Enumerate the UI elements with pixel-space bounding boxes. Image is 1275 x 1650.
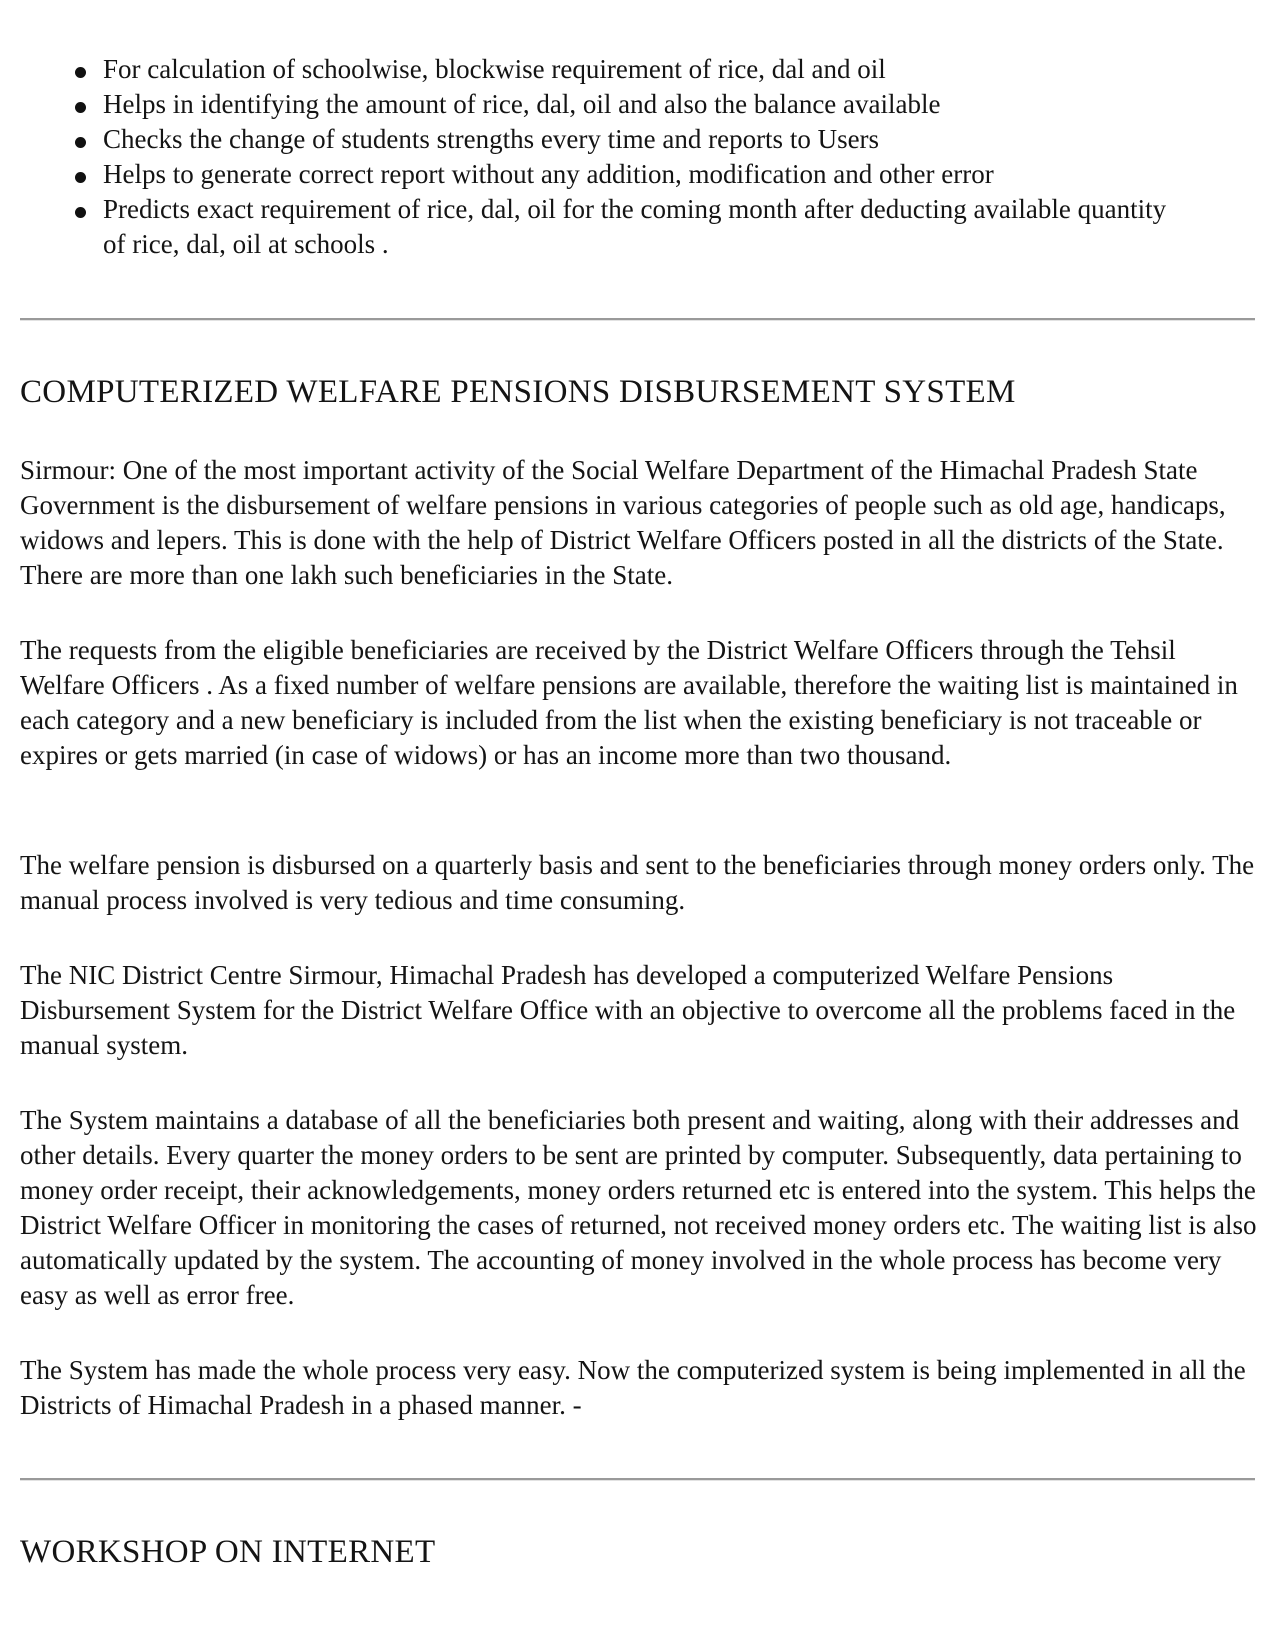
horizontal-divider bbox=[20, 318, 1255, 321]
paragraph-requests: The requests from the eligible beneficiaries are received by the District Welfare Officers through the Tehsil Welfare Officers . As a fixed number of welfare pensions are available, therefore the waiting list is maintained in each category and a new beneficiary is included from the list when the existing beneficiary is not traceable or expires or gets married (in case of widows) or has an income more than two thousand. bbox=[20, 635, 1238, 770]
paragraph-system-database: The System maintains a database of all the beneficiaries both present and waiting, along with their addresses and other details. Every quarter the money orders to be sent are printed by computer. Subsequently, data pertaining to money order receipt, their acknowledgements, money orders returned etc is entered into the system. This helps the District Welfare Officer in monitoring the cases of returned, not received money orders etc. The waiting list is also automatically updated by the system. The accounting of money involved in the whole process has become very easy as well as error free. bbox=[20, 1105, 1257, 1310]
bullet-icon bbox=[75, 207, 86, 218]
paragraph-intro: Sirmour: One of the most important activity of the Social Welfare Department of the Himachal Pradesh State Government is the disbursement of welfare pensions in various categories of people such as old age, handicaps, widows and lepers. This is done with the help of District Welfare Officers posted in all the districts of the State. There are more than one lakh such beneficiaries in the State. bbox=[20, 455, 1226, 590]
paragraph-disbursement: The welfare pension is disbursed on a quarterly basis and sent to the beneficiaries through money orders only. The manual process involved is very tedious and time consuming. bbox=[20, 850, 1255, 915]
bullet-icon bbox=[75, 137, 86, 148]
list-item-text: Helps to generate correct report without any addition, modification and other error bbox=[103, 159, 994, 189]
list-item bbox=[103, 122, 1183, 157]
list-item-text: Predicts exact requirement of rice, dal, oil for the coming month after deducting available quantity of rice, dal, oil at schools . bbox=[103, 194, 1167, 259]
paragraph-nic-centre: The NIC District Centre Sirmour, Himachal Pradesh has developed a computerized Welfare Pensions Disbursement System for the District Welfare Office with an objective to overcome all the problems faced in the manual system. bbox=[20, 960, 1236, 1060]
list-item bbox=[103, 157, 1183, 192]
section-heading-welfare-pensions: COMPUTERIZED WELFARE PENSIONS DISBURSEMENT SYSTEM bbox=[20, 374, 1016, 410]
list-item bbox=[103, 52, 1183, 87]
list-item-text: Checks the change of students strengths every time and reports to Users bbox=[103, 124, 880, 154]
section-heading-workshop: WORKSHOP ON INTERNET bbox=[20, 1534, 436, 1570]
list-item-text: Helps in identifying the amount of rice, dal, oil and also the balance available bbox=[103, 89, 941, 119]
horizontal-divider bbox=[20, 1478, 1255, 1481]
bullet-icon bbox=[75, 172, 86, 183]
paragraph-implementation: The System has made the whole process very easy. Now the computerized system is being implemented in all the Districts of Himachal Pradesh in a phased manner. - bbox=[20, 1355, 1246, 1420]
bullet-icon bbox=[75, 67, 86, 78]
list-item bbox=[103, 192, 1183, 262]
feature-list bbox=[103, 52, 1183, 262]
list-item-text: For calculation of schoolwise, blockwise requirement of rice, dal and oil bbox=[103, 54, 886, 84]
bullet-icon bbox=[75, 102, 86, 113]
list-item bbox=[103, 87, 1183, 122]
